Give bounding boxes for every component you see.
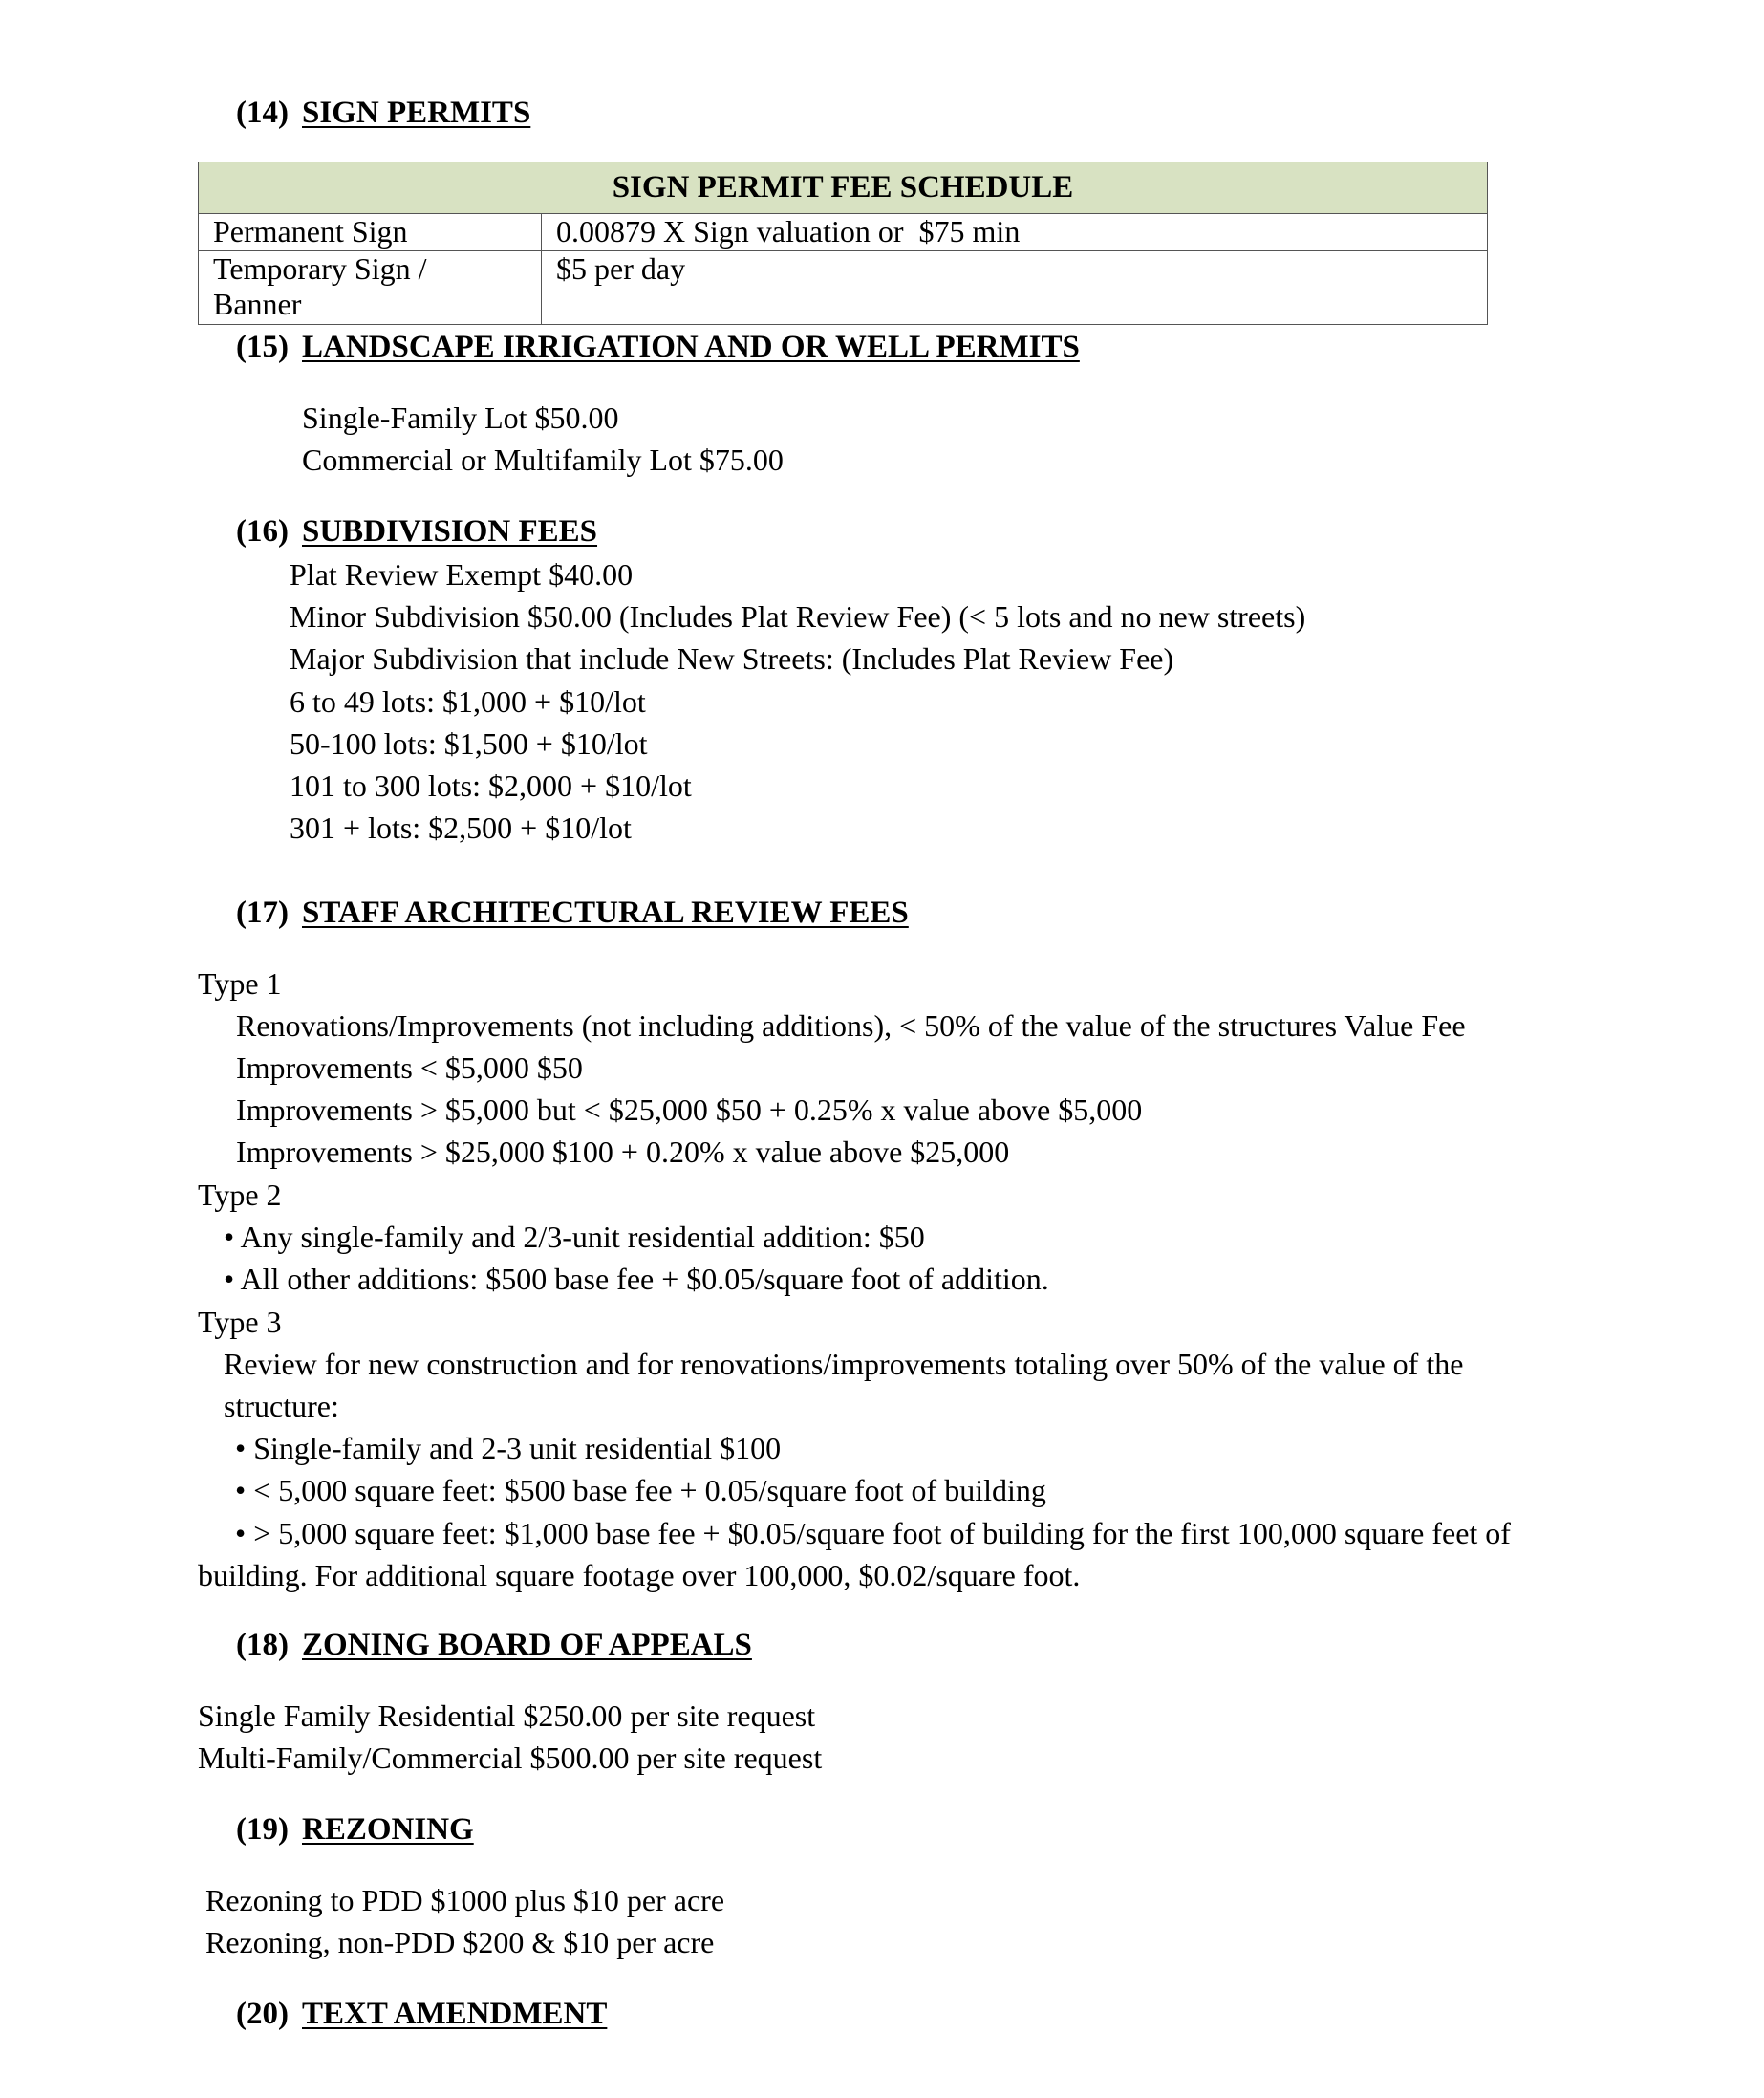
section-title: STAFF ARCHITECTURAL REVIEW FEES [302,896,909,930]
section-title: TEXT AMENDMENT [302,1997,608,2031]
section-number: (19) [236,1812,289,1847]
subdivision-fee-line: Minor Subdivision $50.00 (Includes Plat Review Fee) (< 5 lots and no new streets) [290,599,1306,634]
table-header: SIGN PERMIT FEE SCHEDULE [199,162,1488,214]
section-heading-architectural-review [236,894,909,932]
section-heading-landscape-irrigation [236,328,1080,366]
subdivision-fee-line: 6 to 49 lots: $1,000 + $10/lot [290,684,646,719]
architectural-fee-line: Improvements < $5,000 $50 [236,1050,583,1085]
type-label: Type 2 [198,1178,282,1212]
section-heading-rezoning [236,1810,474,1849]
subdivision-fee-line: Plat Review Exempt $40.00 [290,557,634,592]
section-number: (16) [236,514,289,549]
irrigation-fee-line: Commercial or Multifamily Lot $75.00 [302,443,784,477]
sign-type-line: Banner [213,287,302,321]
subdivision-fee-line: 301 + lots: $2,500 + $10/lot [290,811,632,845]
table-cell-sign-type [199,251,542,325]
section-title: SUBDIVISION FEES [302,514,598,549]
subdivision-fee-line: 101 to 300 lots: $2,000 + $10/lot [290,768,692,803]
rezoning-fee-line: Rezoning to PDD $1000 plus $10 per acre [205,1883,725,1917]
section-number: (15) [236,330,289,364]
sign-type-line: Temporary Sign / [213,251,427,286]
architectural-fee-line: Improvements > $25,000 $100 + 0.20% x value above $25,000 [236,1135,1010,1169]
table-cell-fee: 0.00879 X Sign valuation or $75 min [542,214,1488,251]
architectural-bullet: • All other additions: $500 base fee + $0.05/square foot of addition. [224,1262,1049,1296]
section-number: (17) [236,896,289,930]
section-heading-text-amendment [236,1995,607,2033]
type3-intro-line: Review for new construction and for renovations/improvements totaling over 50% of the value of the [224,1347,1464,1381]
architectural-bullet: • < 5,000 square feet: $500 base fee + 0.05/square foot of building [235,1473,1046,1507]
section-number: (14) [236,96,289,130]
subdivision-fee-line: Major Subdivision that include New Streets: (Includes Plat Review Fee) [290,641,1174,676]
section-heading-zoning-board [236,1626,752,1664]
zoning-fee-line: Single Family Residential $250.00 per site request [198,1698,816,1733]
table-row [199,251,1488,325]
table-row [199,214,1488,251]
architectural-bullet: • Any single-family and 2/3-unit residential addition: $50 [224,1220,925,1254]
section-heading-subdivision-fees [236,512,597,551]
rezoning-fee-line: Rezoning, non-PDD $200 & $10 per acre [205,1925,715,1959]
architectural-bullet: • Single-family and 2-3 unit residential $100 [235,1431,782,1465]
section-heading-sign-permits [236,94,530,132]
sign-permit-fee-table [198,162,1488,325]
type-label: Type 1 [198,966,282,1001]
section-title: SIGN PERMITS [302,96,531,130]
architectural-fee-line: Improvements > $5,000 but < $25,000 $50 + 0.25% x value above $5,000 [236,1092,1143,1127]
type-label: Type 3 [198,1305,282,1339]
section-title: LANDSCAPE IRRIGATION AND OR WELL PERMITS [302,330,1080,364]
section-number: (20) [236,1997,289,2031]
architectural-bullet: • > 5,000 square feet: $1,000 base fee + $0.05/square foot of building for the first 100,000 square feet of [235,1516,1511,1550]
architectural-bullet-continuation: building. For additional square footage over 100,000, $0.02/square foot. [198,1558,1081,1592]
architectural-fee-line: Renovations/Improvements (not including additions), < 50% of the value of the structures Value Fee [236,1008,1466,1043]
table-cell-fee: $5 per day [542,251,1488,325]
section-title: ZONING BOARD OF APPEALS [302,1628,752,1662]
section-number: (18) [236,1628,289,1662]
section-title: REZONING [302,1812,474,1847]
irrigation-fee-line: Single-Family Lot $50.00 [302,400,619,435]
zoning-fee-line: Multi-Family/Commercial $500.00 per site request [198,1741,823,1775]
table-cell-sign-type: Permanent Sign [199,214,542,251]
type3-intro-line: structure: [224,1389,339,1423]
subdivision-fee-line: 50-100 lots: $1,500 + $10/lot [290,726,648,761]
